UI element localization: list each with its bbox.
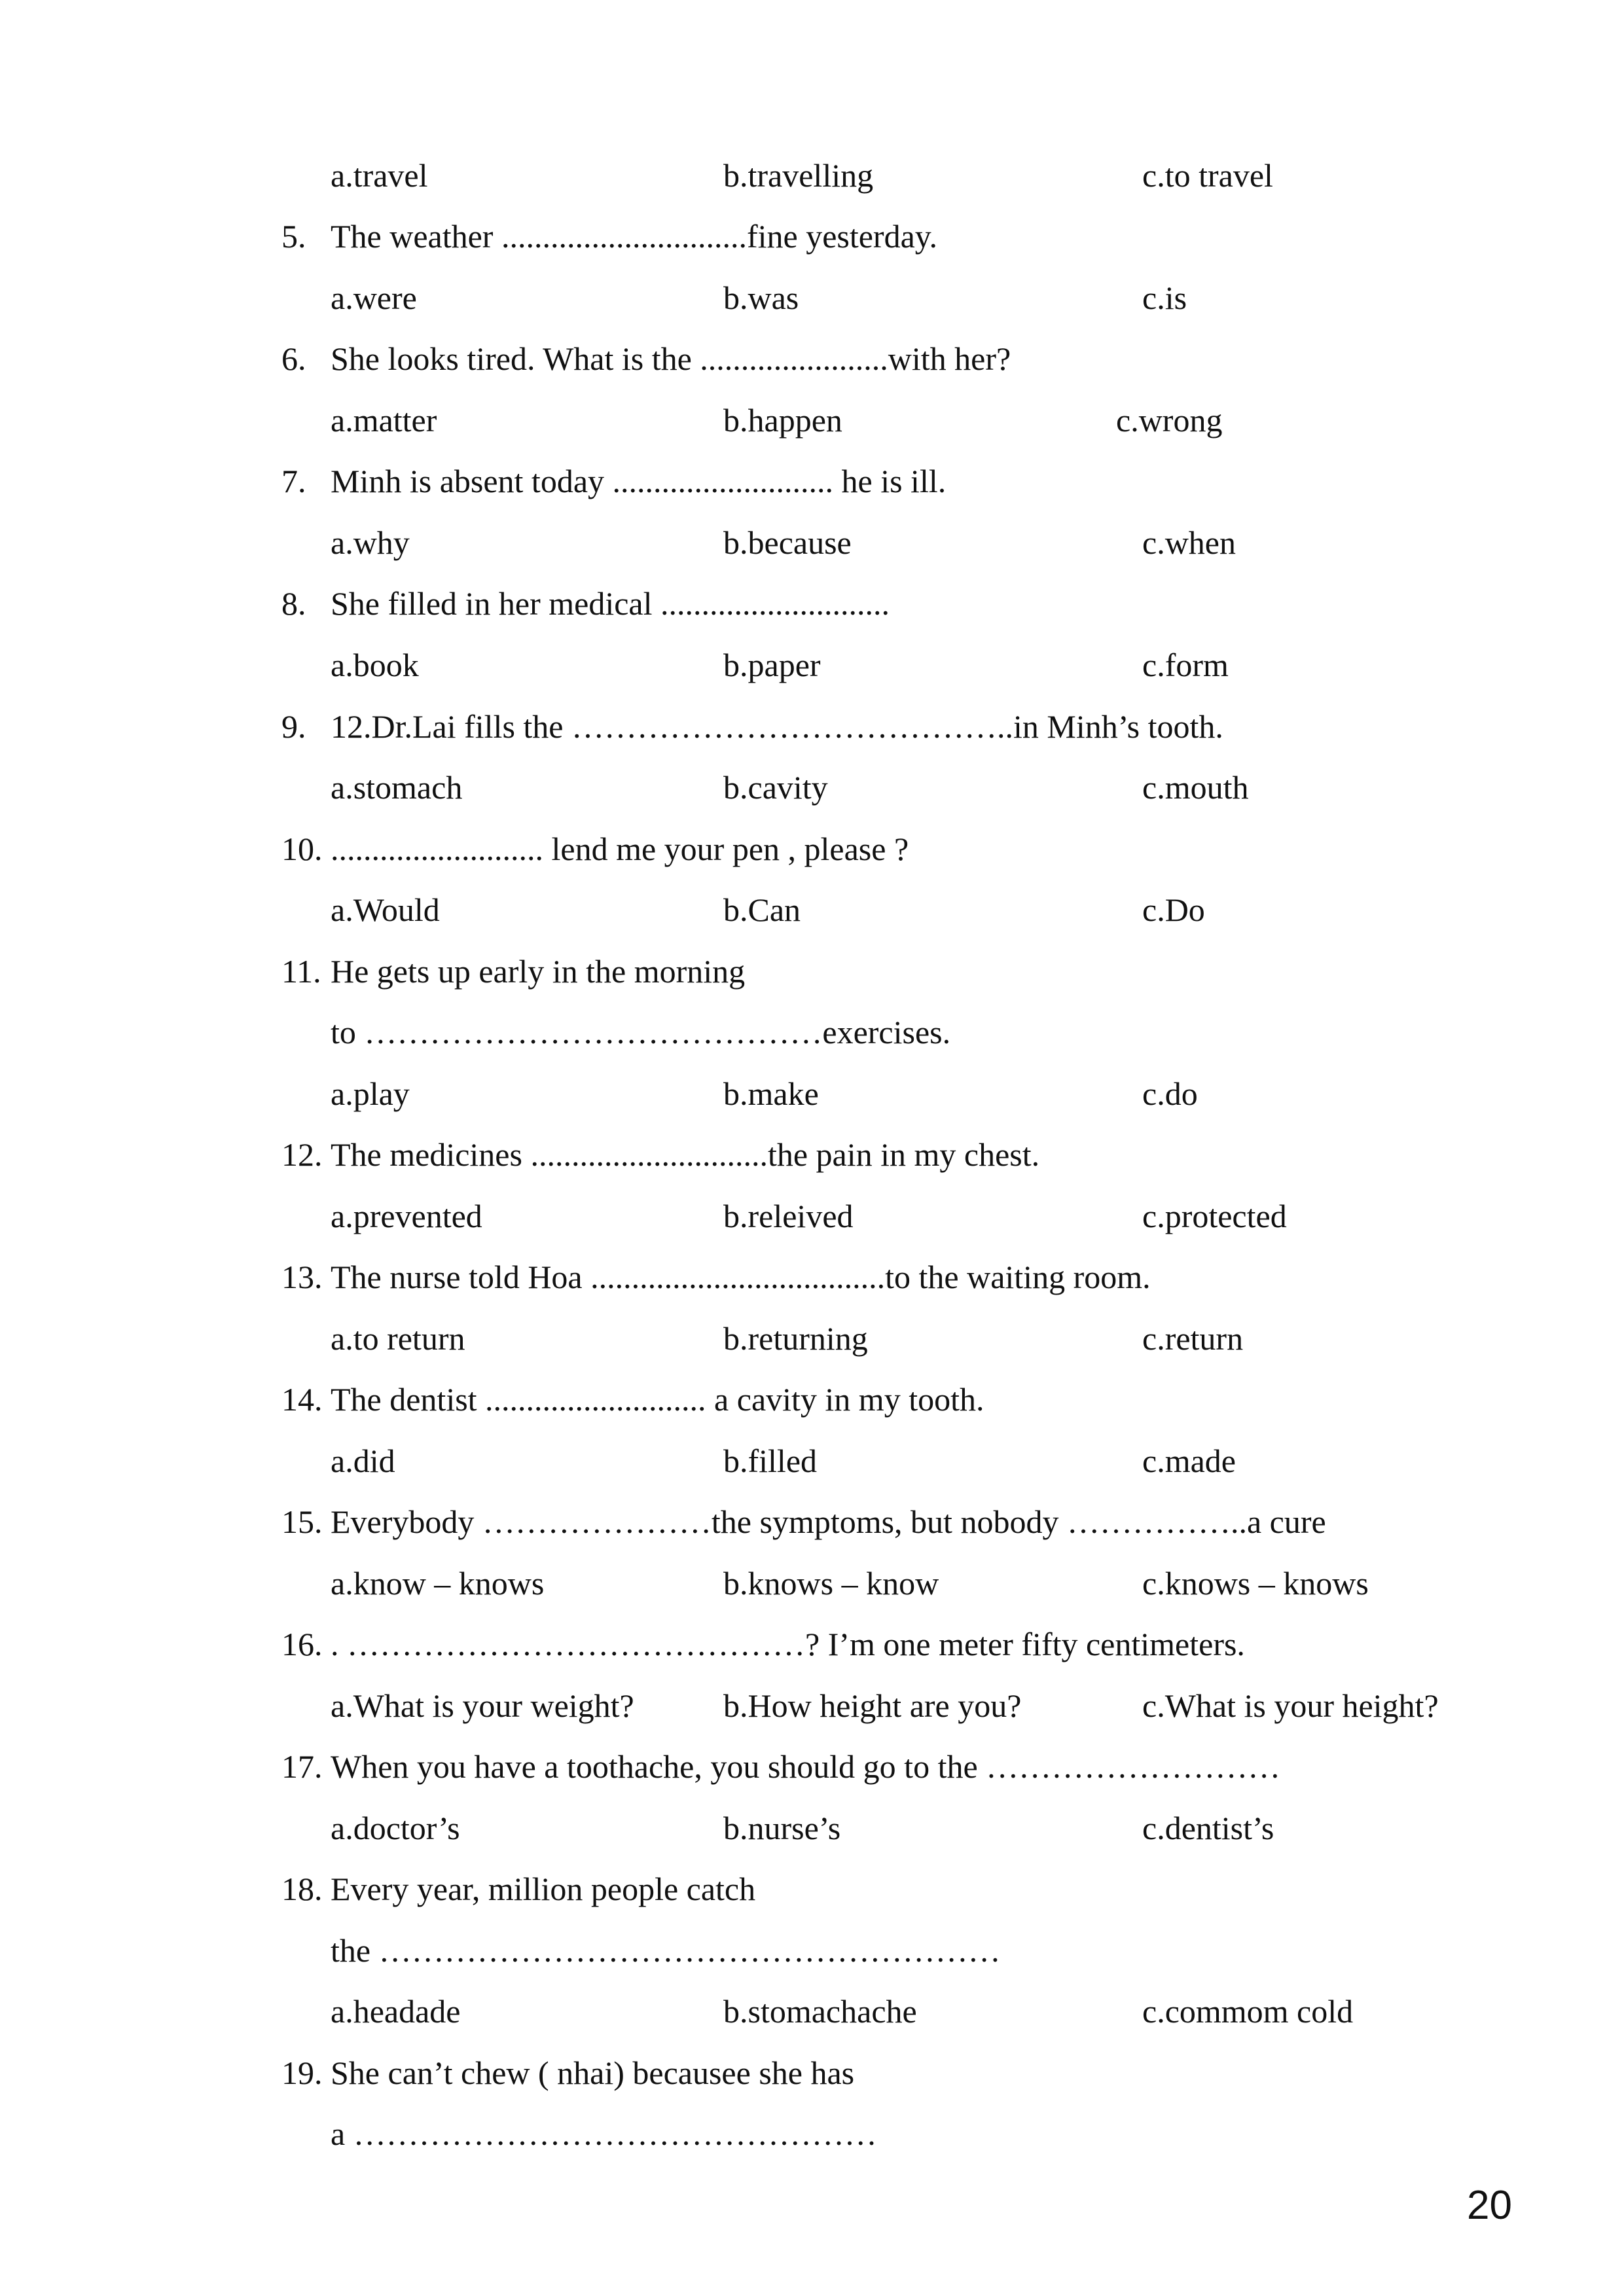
page-number: 20: [1467, 2183, 1512, 2228]
option-a: a.book: [331, 647, 419, 683]
option-b: b.returning: [723, 1320, 868, 1357]
question-number: 12.: [281, 1136, 323, 1173]
option-a: a.play: [331, 1075, 410, 1112]
option-c: c.made: [1142, 1443, 1236, 1479]
option-c: c.What is your height?: [1142, 1687, 1439, 1724]
question-number: 15.: [281, 1503, 323, 1540]
option-c: c.return: [1142, 1320, 1244, 1357]
question-number: 13.: [281, 1259, 323, 1295]
question-text: 12.Dr.Lai fills the …………………………………..in Minh’s tooth.: [331, 708, 1223, 745]
option-b: b.was: [723, 279, 799, 316]
option-b: b.cavity: [723, 769, 828, 806]
question-number: 6.: [281, 340, 306, 377]
option-c: c.do: [1142, 1075, 1198, 1112]
option-a: a.to return: [331, 1320, 465, 1357]
option-b: b.Can: [723, 891, 801, 928]
option-c: c.dentist’s: [1142, 1810, 1274, 1846]
question-text: The nurse told Hoa ....................................to the waiting room.: [331, 1259, 1151, 1295]
question-number: 16.: [281, 1626, 323, 1662]
option-c: c.to travel: [1142, 157, 1273, 194]
question-text: The dentist ........................... a cavity in my tooth.: [331, 1381, 984, 1418]
option-b: b.happen: [723, 402, 842, 439]
option-b: b.because: [723, 524, 852, 561]
option-c: c.knows – knows: [1142, 1565, 1369, 1602]
option-b: b.knows – know: [723, 1565, 939, 1602]
option-b: b.travelling: [723, 157, 874, 194]
question-text: He gets up early in the morning: [331, 953, 746, 990]
option-b: b.releived: [723, 1198, 854, 1234]
option-b: b.stomachache: [723, 1993, 917, 2030]
option-a: a.doctor’s: [331, 1810, 460, 1846]
question-number: 7.: [281, 463, 306, 499]
option-c: c.commom cold: [1142, 1993, 1354, 2030]
question-number: 5.: [281, 218, 306, 255]
question-number: 14.: [281, 1381, 323, 1418]
option-c: c.wrong: [1116, 402, 1223, 439]
option-b: b.nurse’s: [723, 1810, 841, 1846]
question-text: Minh is absent today ........................... he is ill.: [331, 463, 947, 499]
question-number: 9.: [281, 708, 306, 745]
question-text: The medicines .............................the pain in my chest.: [331, 1136, 1040, 1173]
option-c: c.form: [1142, 647, 1229, 683]
option-a: a.stomach: [331, 769, 463, 806]
option-a: a.why: [331, 524, 410, 561]
option-a: a.did: [331, 1443, 395, 1479]
question-text: She can’t chew ( nhai) becausee she has: [331, 2054, 855, 2091]
option-c: c.is: [1142, 279, 1187, 316]
option-b: b.make: [723, 1075, 819, 1112]
option-a: a.prevented: [331, 1198, 482, 1234]
question-number: 11.: [281, 953, 321, 990]
option-a: a.travel: [331, 157, 428, 194]
question-text: The weather ..............................fine yesterday.: [331, 218, 938, 255]
option-a: a.headade: [331, 1993, 461, 2030]
question-continuation: to ……………………………………exercises.: [331, 1014, 951, 1050]
question-text: When you have a toothache, you should go to the ………………………: [331, 1748, 1281, 1785]
option-c: c.when: [1142, 524, 1236, 561]
question-number: 19.: [281, 2054, 323, 2091]
option-a: a.matter: [331, 402, 437, 439]
question-number: 18.: [281, 1871, 323, 1907]
option-b: b.How height are you?: [723, 1687, 1022, 1724]
question-text: . ……………………………………? I’m one meter fifty centimeters.: [331, 1626, 1245, 1662]
option-a: a.What is your weight?: [331, 1687, 634, 1724]
question-number: 8.: [281, 585, 306, 622]
question-text: She looks tired. What is the .......................with her?: [331, 340, 1011, 377]
question-text: .......................... lend me your pen , please ?: [331, 831, 909, 867]
option-a: a.Would: [331, 891, 440, 928]
question-continuation: a …………………………………………: [331, 2115, 877, 2152]
option-b: b.filled: [723, 1443, 818, 1479]
question-text: She filled in her medical ............................: [331, 585, 890, 622]
option-c: c.mouth: [1142, 769, 1249, 806]
option-b: b.paper: [723, 647, 821, 683]
option-c: c.protected: [1142, 1198, 1287, 1234]
option-a: a.were: [331, 279, 417, 316]
question-continuation: the …………………………………………………: [331, 1932, 1001, 1969]
option-a: a.know – knows: [331, 1565, 545, 1602]
question-text: Every year, million people catch: [331, 1871, 756, 1907]
question-text: Everybody …………………the symptoms, but nobody ……………..a cure: [331, 1503, 1326, 1540]
question-number: 10.: [281, 831, 323, 867]
option-c: c.Do: [1142, 891, 1205, 928]
question-number: 17.: [281, 1748, 323, 1785]
